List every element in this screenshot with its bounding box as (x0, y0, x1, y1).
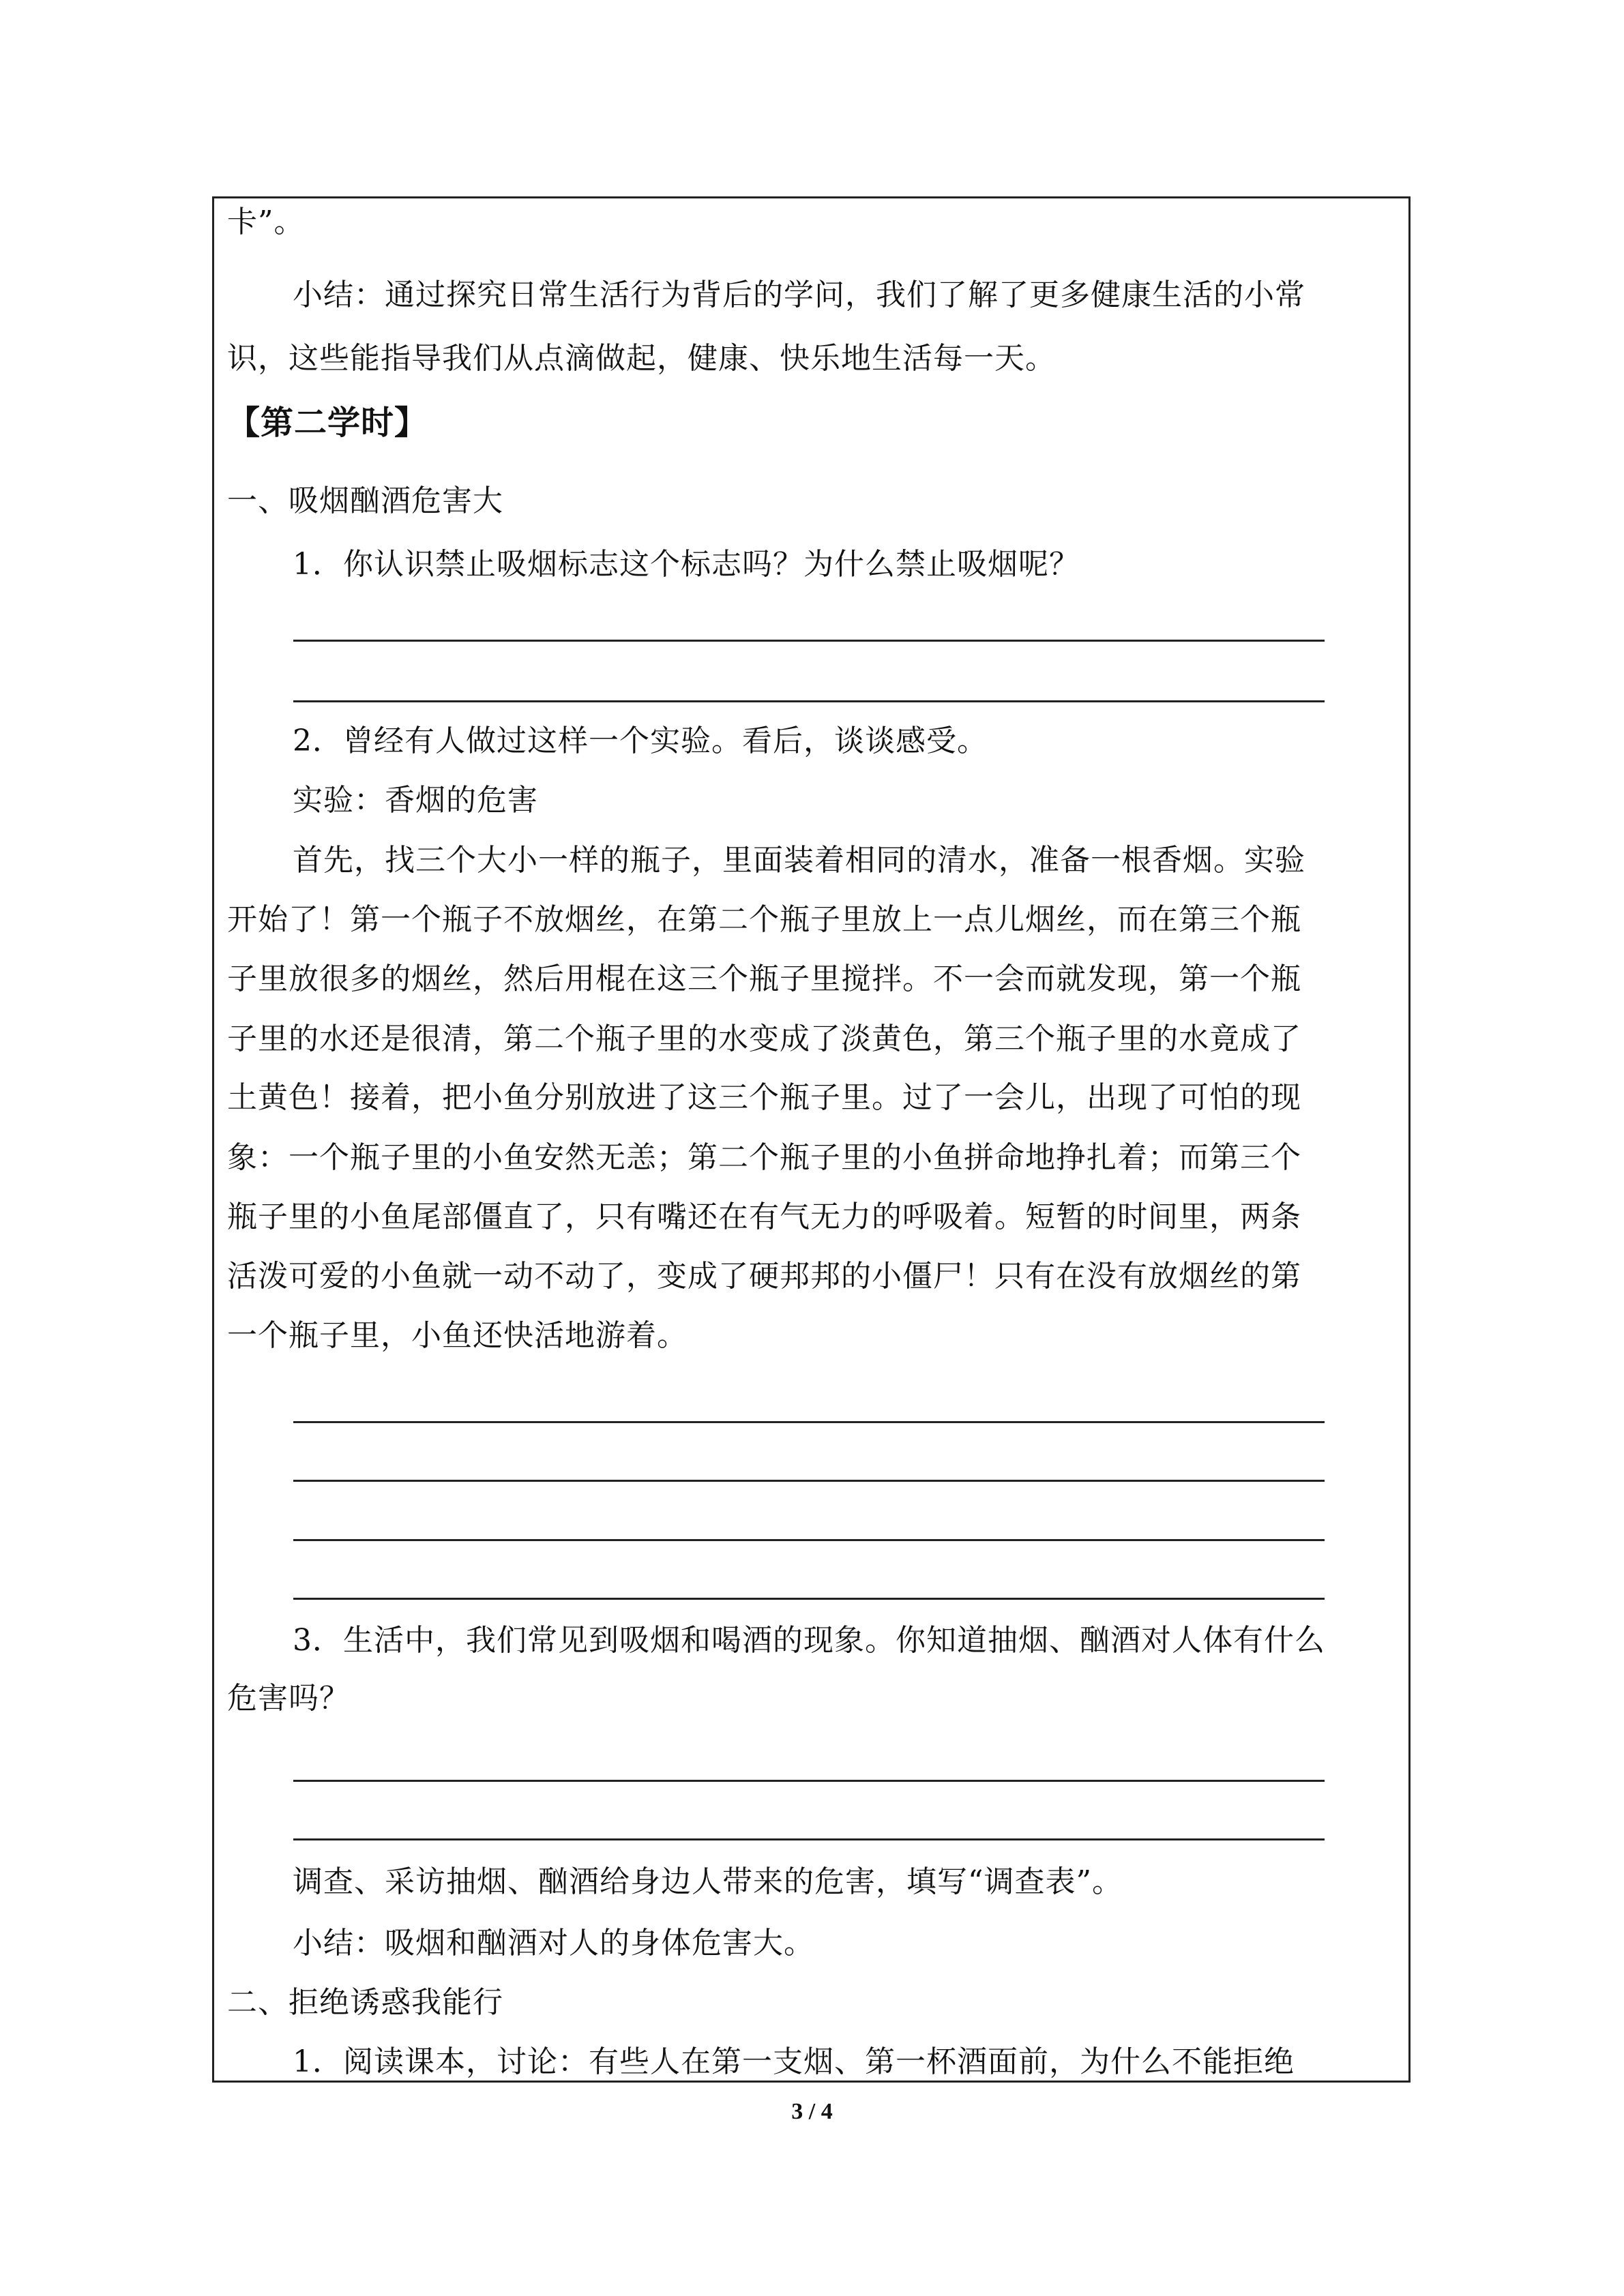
question-3: 3．生活中，我们常见到吸烟和喝酒的现象。你知道抽烟、酗酒对人体有什么 (293, 1623, 1325, 1658)
paragraph-line: 首先，找三个大小一样的瓶子，里面装着相同的清水，准备一根香烟。实验 (293, 843, 1305, 878)
paragraph-line: 开始了！第一个瓶子不放烟丝，在第二个瓶子里放上一点儿烟丝，而在第三个瓶 (227, 902, 1301, 937)
question-4: 1．阅读课本，讨论：有些人在第一支烟、第一杯酒面前，为什么不能拒绝 (293, 2044, 1295, 2079)
paragraph-line: 子里放很多的烟丝，然后用棍在这三个瓶子里搅拌。不一会而就发现，第一个瓶 (227, 961, 1301, 996)
paragraph-line: 象：一个瓶子里的小鱼安然无恙；第二个瓶子里的小鱼拼命地挣扎着；而第三个 (227, 1140, 1301, 1175)
paragraph-line: 土黄色！接着，把小鱼分别放进了这三个瓶子里。过了一会儿，出现了可怕的现 (227, 1080, 1301, 1115)
answer-line[interactable] (293, 1539, 1325, 1541)
subsection-title: 二、拒绝诱惑我能行 (227, 1985, 503, 2020)
summary-2: 小结：吸烟和酗酒对人的身体危害大。 (293, 1926, 814, 1960)
answer-line[interactable] (293, 1780, 1325, 1782)
text-line: 卡”。 (227, 205, 305, 239)
paragraph-line: 活泼可爱的小鱼就一动不动了，变成了硬邦邦的小僵尸！只有在没有放烟丝的第 (227, 1259, 1301, 1294)
answer-line[interactable] (293, 1421, 1325, 1423)
experiment-title: 实验：香烟的危害 (293, 783, 538, 818)
answer-line[interactable] (293, 1480, 1325, 1482)
question-2: 2．曾经有人做过这样一个实验。看后，谈谈感受。 (293, 724, 988, 758)
summary-1: 小结：通过探究日常生活行为背后的学问，我们了解了更多健康生活的小常 (293, 278, 1305, 312)
text-line: 危害吗？ (227, 1681, 350, 1716)
survey-instruction: 调查、采访抽烟、酗酒给身边人带来的危害，填写“调查表”。 (293, 1864, 1123, 1899)
text-line: 识，这些能指导我们从点滴做起，健康、快乐地生活每一天。 (227, 341, 1056, 376)
subsection-title: 一、吸烟酗酒危害大 (227, 483, 503, 518)
answer-line[interactable] (293, 1598, 1325, 1600)
answer-line[interactable] (293, 1838, 1325, 1840)
paragraph-line: 一个瓶子里，小鱼还快活地游着。 (227, 1318, 688, 1353)
section-heading: 【第二学时】 (227, 404, 428, 442)
answer-line[interactable] (293, 640, 1325, 642)
paragraph-line: 瓶子里的小鱼尾部僵直了，只有嘴还在有气无力的呼吸着。短暂的时间里，两条 (227, 1199, 1301, 1234)
paragraph-line: 子里的水还是很清，第二个瓶子里的水变成了淡黄色，第三个瓶子里的水竟成了 (227, 1022, 1301, 1056)
question-1: 1．你认识禁止吸烟标志这个标志吗？为什么禁止吸烟呢？ (293, 547, 1080, 582)
page-number: 3 / 4 (791, 2099, 833, 2124)
answer-line[interactable] (293, 700, 1325, 702)
